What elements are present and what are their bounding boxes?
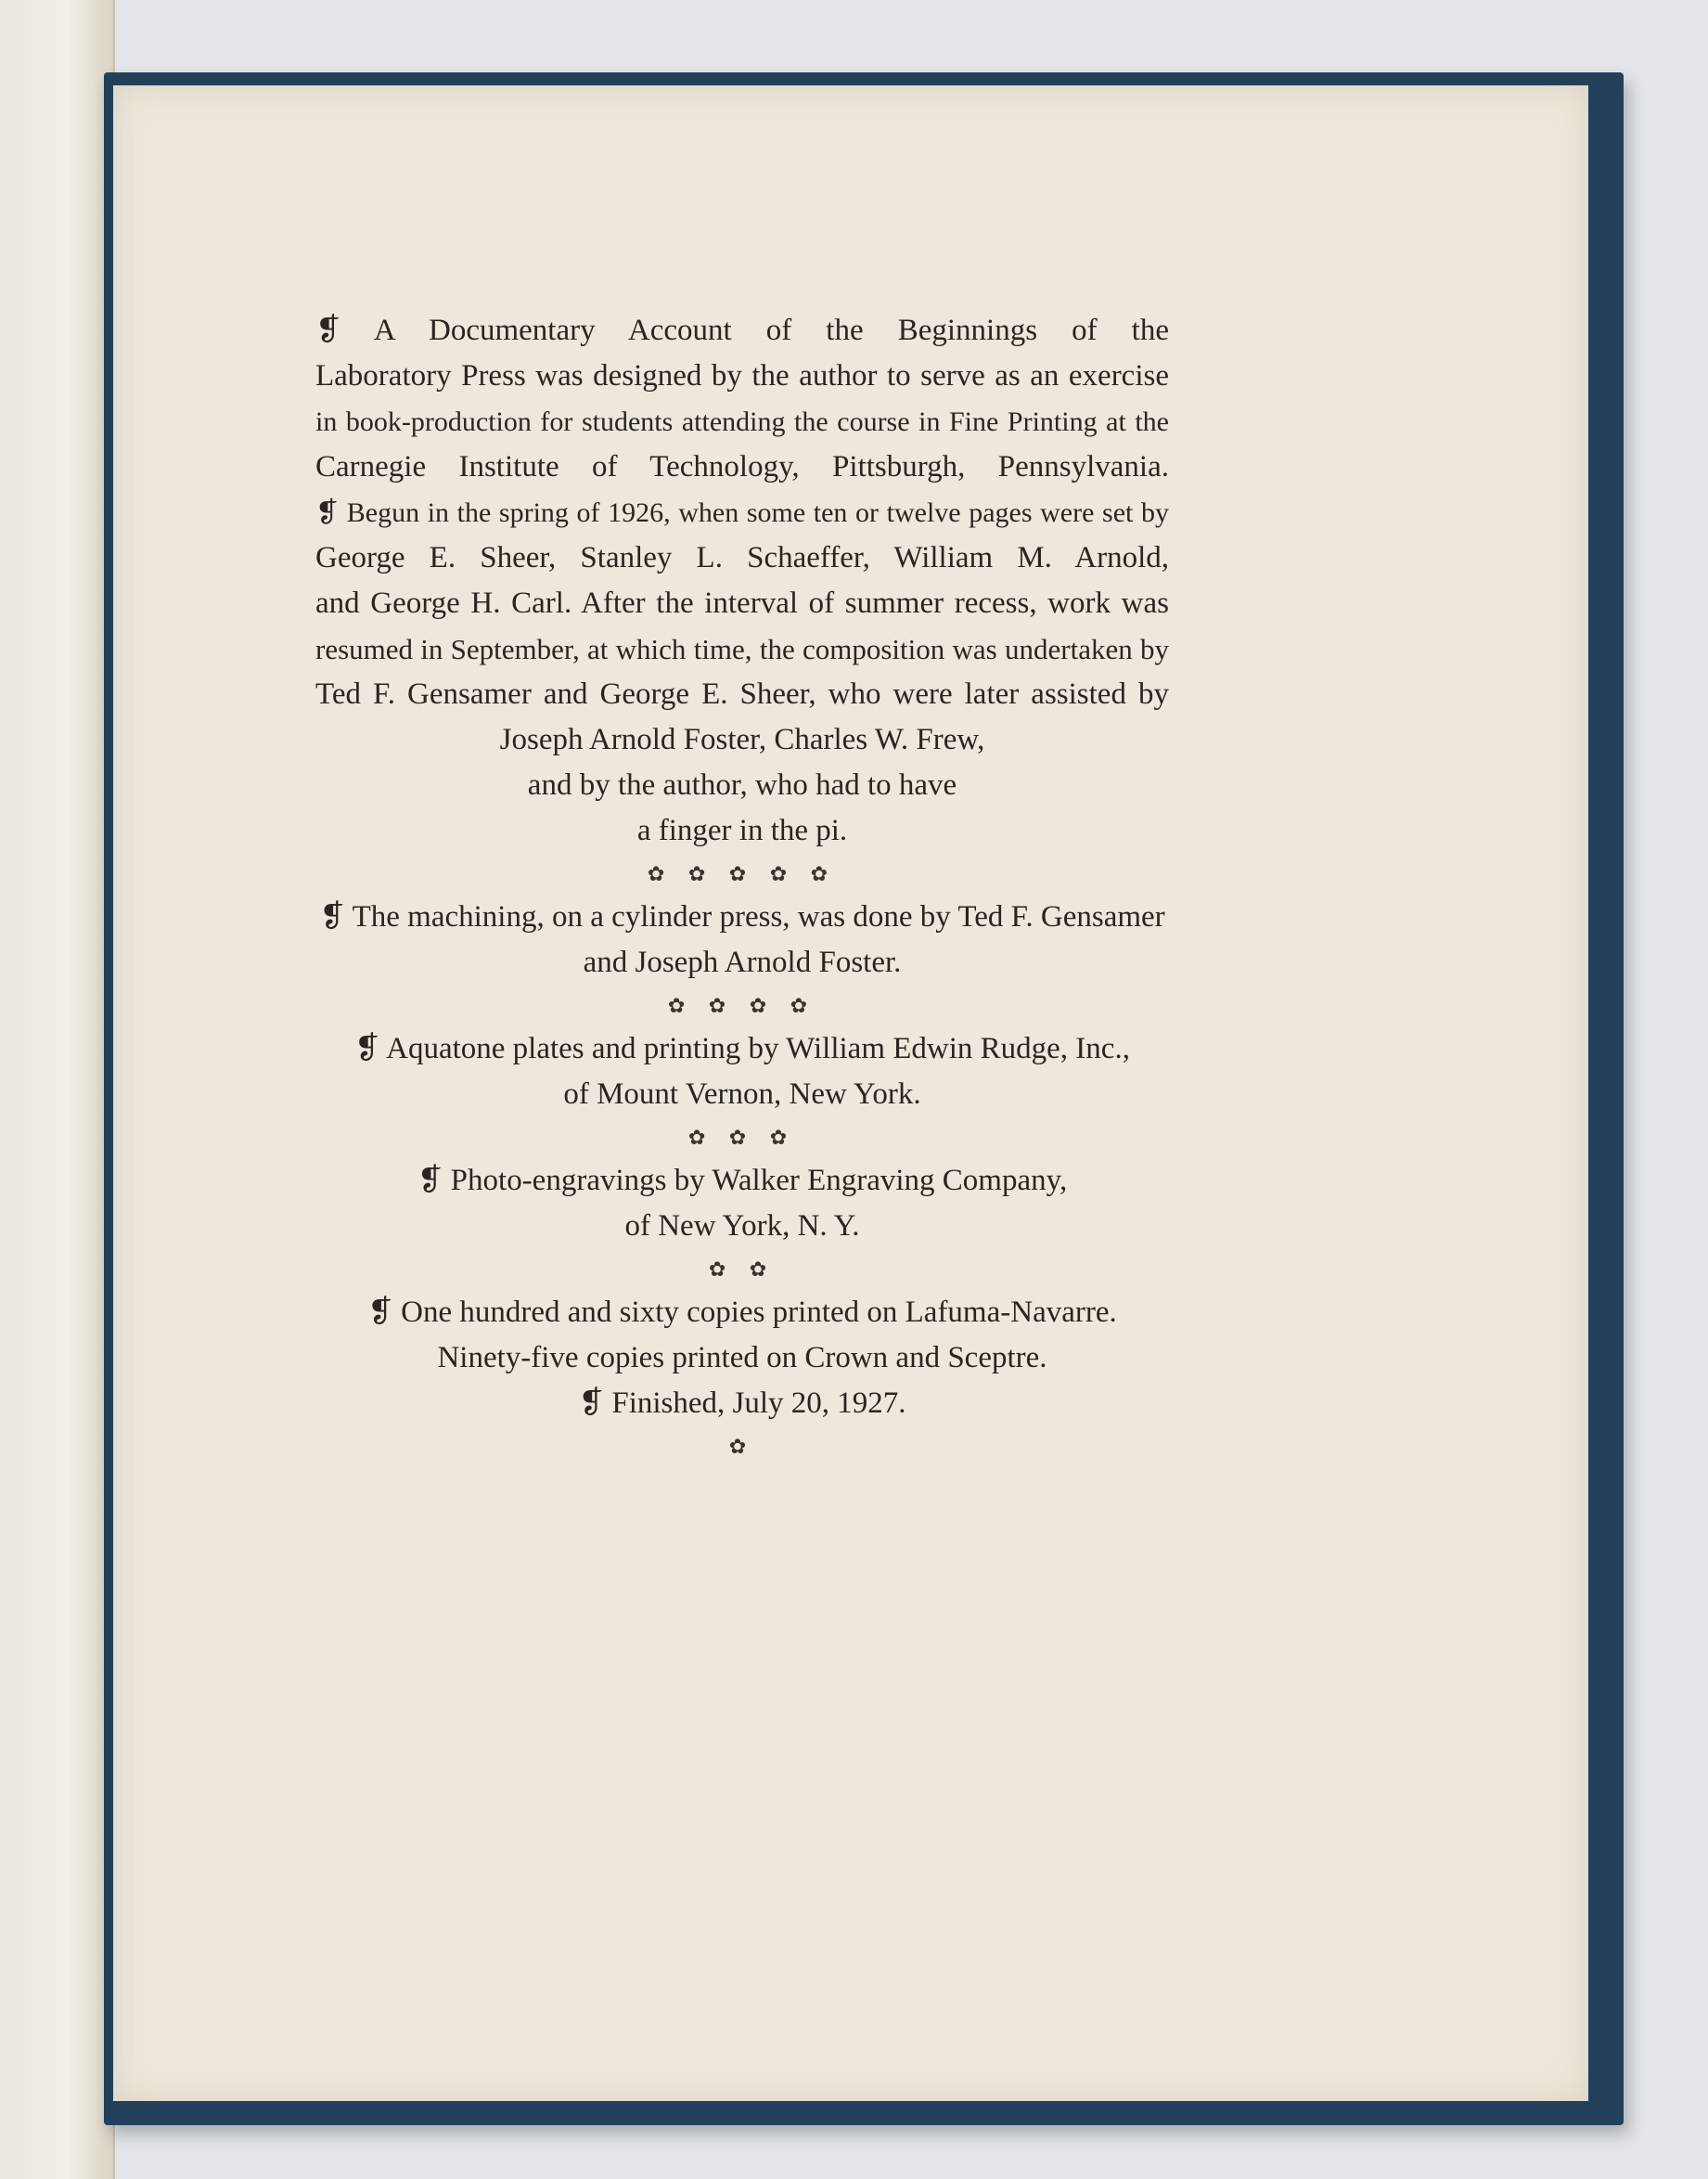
text-line: of New York, N. Y. [624, 1209, 860, 1243]
text-line: ❡ Photo-engravings by Walker Engraving Company, [417, 1164, 1068, 1197]
colophon-text [315, 308, 1169, 1467]
text-line: George E. Sheer, Stanley L. Schaeffer, William M. Arnold, [315, 541, 1169, 574]
ornament-four: ✿ ✿ ✿ ✿ [667, 994, 817, 1017]
text-line: Ninety-five copies printed on Crown and Sceptre. [437, 1341, 1047, 1374]
colophon-paragraph-1-tail [315, 717, 1169, 854]
text-line: and George H. Carl. After the interval of summer recess, work was [315, 587, 1169, 620]
text-line: a finger in the pi. [636, 814, 848, 847]
colophon-paragraph-3 [315, 1026, 1169, 1117]
text-line: and by the author, who had to have [527, 768, 957, 802]
text-line: Ted F. Gensamer and George E. Sheer, who were later assisted by [315, 677, 1169, 711]
text-line: and Joseph Arnold Foster. [583, 946, 902, 979]
colophon-paragraph-4 [315, 1158, 1169, 1249]
text-line: Carnegie Institute of Technology, Pittsburgh, Pennsylvania. [315, 450, 1169, 484]
text-line: Laboratory Press was designed by the author to serve as an exercise [315, 359, 1169, 393]
text-line: ❡ Finished, July 20, 1927. [578, 1386, 906, 1420]
ornament-one: ✿ [728, 1435, 756, 1458]
text-line: resumed in September, at which time, the composition was undertaken by [315, 633, 1169, 665]
text-line: Joseph Arnold Foster, Charles W. Frew, [499, 723, 985, 756]
text-line: ❡ Aquatone plates and printing by William Edwin Rudge, Inc., [354, 1032, 1130, 1065]
text-line: ❡ One hundred and sixty copies printed on Lafuma-Navarre. [367, 1296, 1117, 1329]
text-line: of Mount Vernon, New York. [563, 1077, 921, 1111]
facing-page-edge [0, 0, 115, 2179]
ornament-five: ✿ ✿ ✿ ✿ ✿ [647, 862, 838, 885]
ornament-two: ✿ ✿ [708, 1257, 777, 1281]
ornament-three: ✿ ✿ ✿ [687, 1126, 797, 1149]
text-line: ❡ A Documentary Account of the Beginnings of the [315, 314, 1169, 347]
text-line: in book-production for students attending the course in Fine Printing at the [315, 406, 1169, 437]
text-line: ❡ The machining, on a cylinder press, was done by Ted F. Gensamer [319, 900, 1165, 934]
colophon-paragraph-1 [315, 308, 1169, 717]
colophon-paragraph-2 [315, 895, 1169, 986]
text-line: ❡ Begun in the spring of 1926, when some ten or twelve pages were set by [315, 497, 1169, 528]
colophon-paragraph-5 [315, 1290, 1169, 1426]
